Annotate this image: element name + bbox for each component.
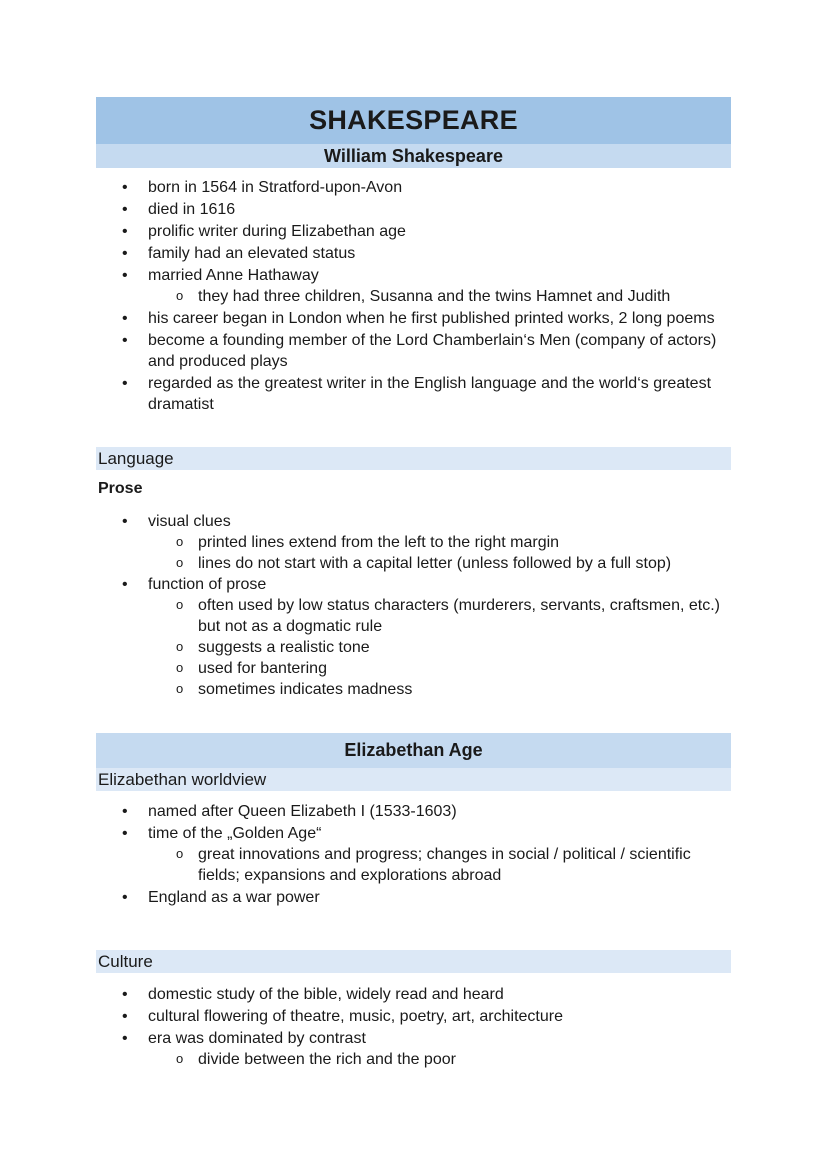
list-item: [96, 574, 731, 700]
sub-list: [96, 532, 731, 574]
subheading-prose: Prose: [98, 480, 143, 497]
page-title: SHAKESPEARE: [96, 97, 731, 144]
list-item: • died in 1616: [96, 199, 731, 220]
sub-list: [96, 1049, 731, 1070]
list-item: • become a founding member of the Lord Chamberlain‘s Men (company of actors) and produced plays: [96, 330, 731, 372]
culture-list: [96, 984, 731, 1070]
list-item: • England as a war power: [96, 887, 731, 908]
section-title-william-shakespeare: William Shakespeare: [96, 144, 731, 168]
section-heading-elizabethan-worldview: Elizabethan worldview: [96, 768, 731, 791]
list-item-text: time of the „Golden Age“: [148, 825, 322, 842]
list-item-text: era was dominated by contrast: [148, 1030, 366, 1047]
sub-list-item: o divide between the rich and the poor: [148, 1049, 731, 1070]
section-heading-language: Language: [96, 447, 731, 470]
list-item: [96, 1028, 731, 1070]
list-item: [96, 823, 731, 886]
list-item: • born in 1564 in Stratford-upon-Avon: [96, 177, 731, 198]
list-item: • domestic study of the bible, widely read and heard: [96, 984, 731, 1005]
list-item: • family had an elevated status: [96, 243, 731, 264]
sub-list-item: o they had three children, Susanna and the twins Hamnet and Judith: [148, 286, 731, 307]
sub-list-item: o used for bantering: [148, 658, 731, 679]
list-item: • regarded as the greatest writer in the English language and the world‘s greatest dramatist: [96, 373, 731, 415]
document-page: [96, 97, 731, 1070]
list-item: [96, 511, 731, 574]
sub-list-item: o printed lines extend from the left to the right margin: [148, 532, 731, 553]
list-item: [96, 265, 731, 307]
sub-list-item: o often used by low status characters (murderers, servants, craftsmen, etc.) but not as a dogmatic rule: [148, 595, 731, 637]
list-item-text: visual clues: [148, 513, 231, 530]
sub-list: [96, 595, 731, 700]
sub-list-item: o lines do not start with a capital letter (unless followed by a full stop): [148, 553, 731, 574]
section-title-elizabethan-age: Elizabethan Age: [96, 733, 731, 768]
list-item: • named after Queen Elizabeth I (1533-1603): [96, 801, 731, 822]
prose-list: [96, 511, 731, 700]
list-item: • cultural flowering of theatre, music, poetry, art, architecture: [96, 1006, 731, 1027]
sub-list-item: o sometimes indicates madness: [148, 679, 731, 700]
sub-list: [96, 844, 731, 886]
sub-list-item: o suggests a realistic tone: [148, 637, 731, 658]
list-item-text: function of prose: [148, 576, 267, 593]
list-item: • his career began in London when he first published printed works, 2 long poems: [96, 308, 731, 329]
list-item-text: married Anne Hathaway: [148, 267, 319, 284]
sub-list: [96, 286, 731, 307]
section-heading-culture: Culture: [96, 950, 731, 973]
bio-list: [96, 177, 731, 415]
list-item: • prolific writer during Elizabethan age: [96, 221, 731, 242]
sub-list-item: o great innovations and progress; changes in social / political / scientific fields; expansions and explorations abroad: [148, 844, 731, 886]
worldview-list: [96, 801, 731, 908]
